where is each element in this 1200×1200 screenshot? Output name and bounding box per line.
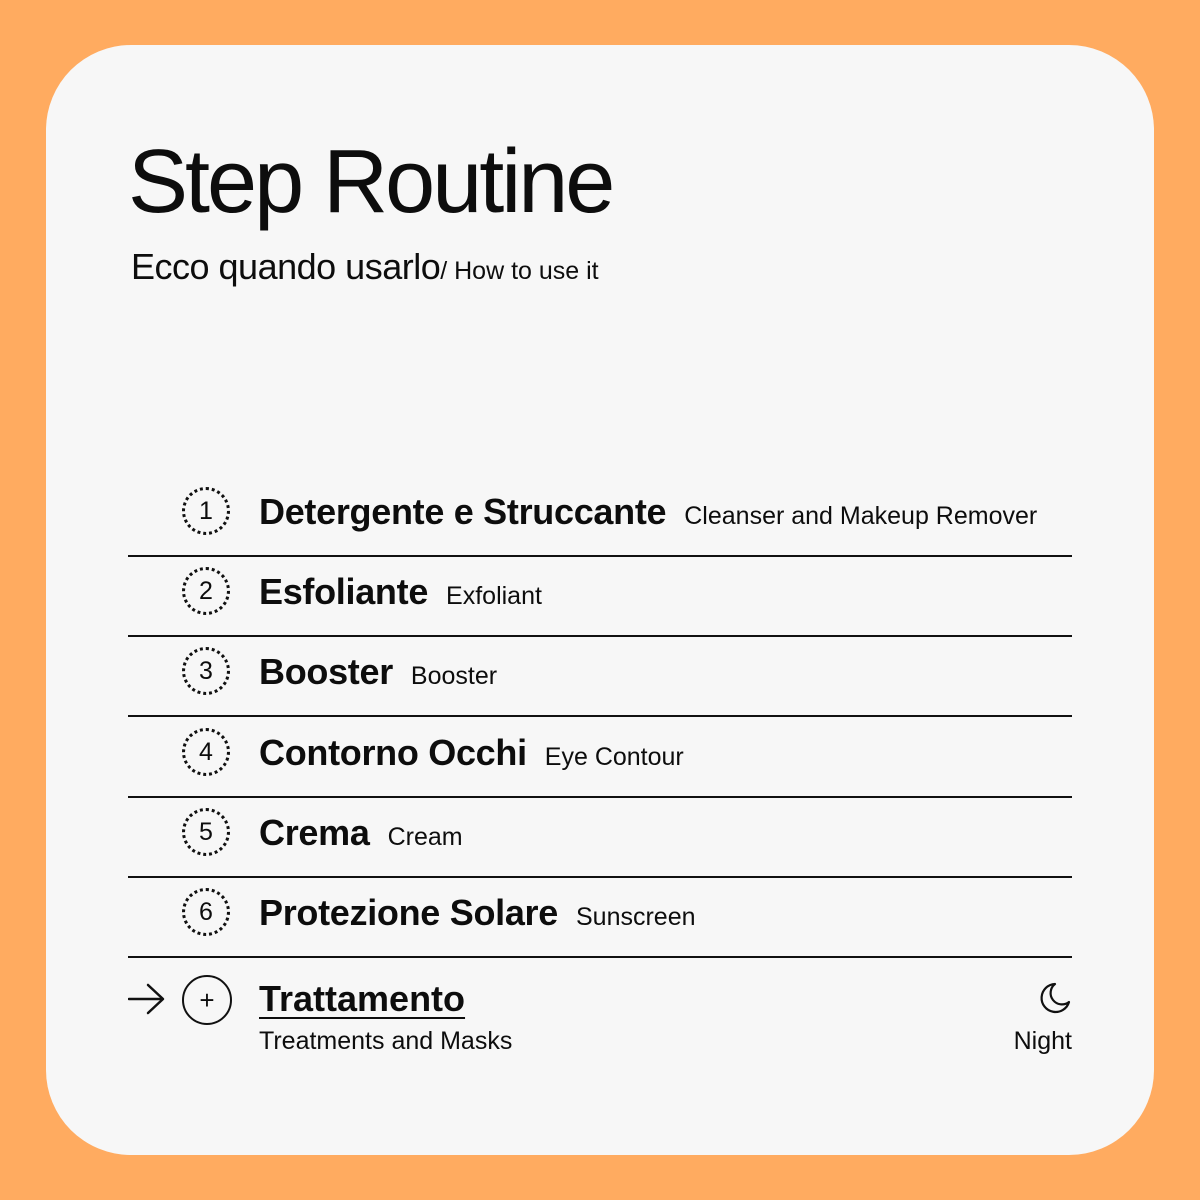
step-name-italian: Esfoliante	[259, 571, 429, 612]
step-number-badge: 5	[182, 808, 230, 856]
step-row-2	[128, 555, 1072, 637]
step-name-english: Exfoliant	[446, 582, 542, 610]
arrow-right-icon	[128, 979, 166, 1019]
subtitle-italian: Ecco quando usarlo	[131, 246, 441, 287]
page-title: Step Routine	[128, 132, 613, 232]
step-name-english: Booster	[410, 662, 498, 690]
moon-icon	[1038, 981, 1072, 1015]
step-row-1	[128, 475, 1072, 557]
treatment-subtitle: Treatments and Masks	[259, 1027, 513, 1055]
step-name-italian: Protezione Solare	[259, 892, 558, 933]
step-name-italian: Crema	[259, 812, 370, 853]
step-name-italian: Booster	[259, 651, 393, 692]
subtitle-english: / How to use it	[440, 257, 599, 285]
step-number-badge: 1	[182, 487, 230, 535]
step-name-italian: Detergente e Struccante	[259, 491, 667, 532]
step-name-english: Cream	[387, 823, 463, 851]
step-name-italian: Contorno Occhi	[259, 732, 527, 773]
step-number-badge: 2	[182, 567, 230, 615]
step-number-badge: 3	[182, 647, 230, 695]
step-number-badge: 6	[182, 888, 230, 936]
plus-icon: +	[182, 975, 232, 1025]
step-row-3	[128, 635, 1072, 717]
night-label: Night	[1013, 1027, 1072, 1055]
treatment-title: Trattamento	[259, 978, 466, 1019]
page-subtitle	[131, 244, 599, 298]
step-row-6	[128, 876, 1072, 958]
step-row-5	[128, 796, 1072, 878]
step-name-english: Cleanser and Makeup Remover	[684, 502, 1038, 530]
step-name-english: Sunscreen	[575, 903, 696, 931]
treatment-row	[128, 978, 1072, 1068]
step-name-english: Eye Contour	[544, 743, 684, 771]
step-number-badge: 4	[182, 728, 230, 776]
step-row-4	[128, 716, 1072, 798]
